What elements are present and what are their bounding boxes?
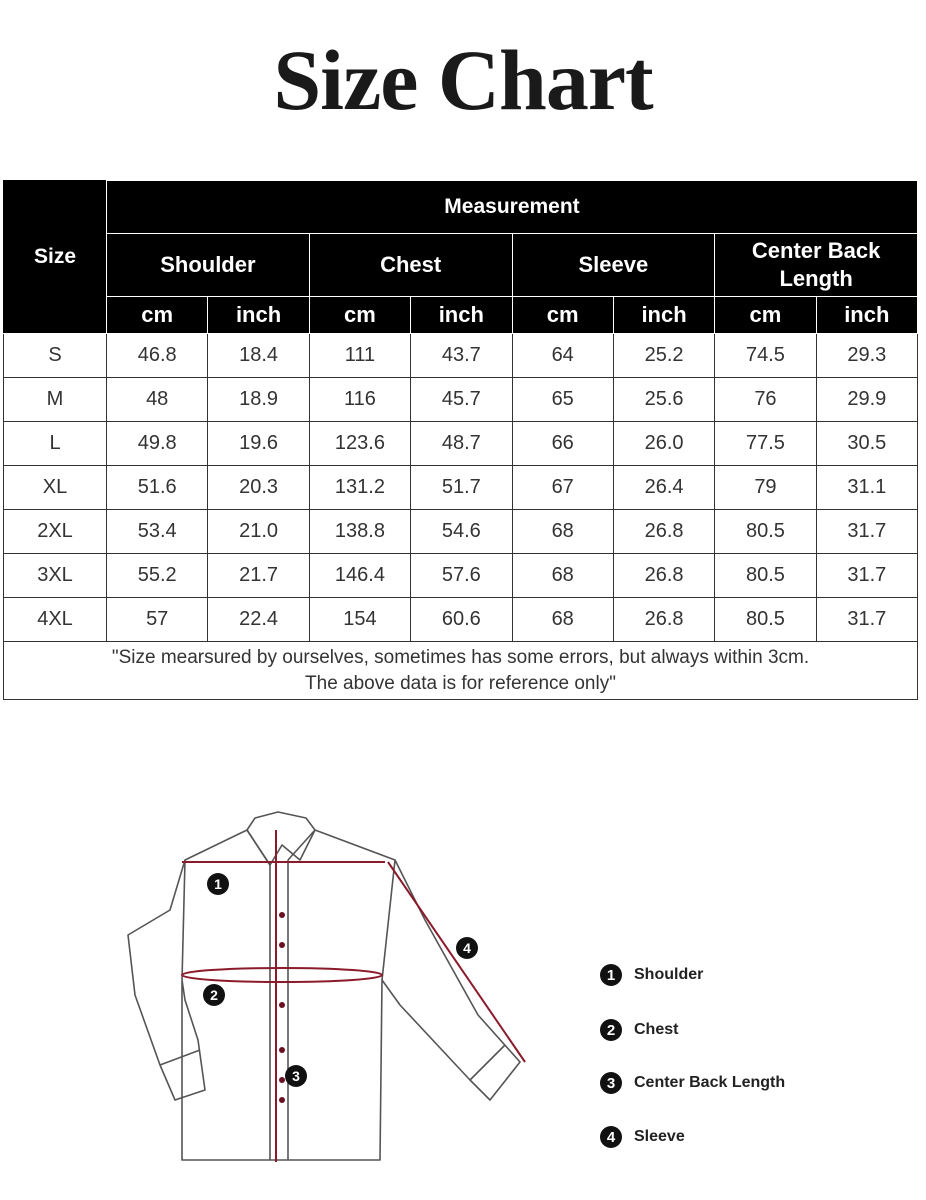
unit-header: cm (715, 297, 816, 334)
legend-label: Center Back Length (634, 1074, 786, 1091)
measurement-header: Measurement (107, 181, 918, 234)
value-cell: 30.5 (816, 422, 917, 466)
size-table (3, 180, 918, 700)
sleeve-measure-line (388, 862, 525, 1062)
value-cell: 68 (512, 598, 613, 642)
number-4-icon: 4 (600, 1126, 622, 1148)
value-cell: 51.7 (411, 466, 512, 510)
value-cell: 20.3 (208, 466, 309, 510)
value-cell: 25.6 (613, 378, 714, 422)
table-row (4, 334, 918, 378)
value-cell: 31.7 (816, 510, 917, 554)
value-cell: 80.5 (715, 598, 816, 642)
legend-label: Chest (634, 1021, 679, 1038)
table-row (4, 510, 918, 554)
marker-label: 3 (292, 1068, 300, 1084)
size-header: Size (4, 181, 107, 334)
number-1-icon: 1 (600, 964, 622, 986)
table-row (4, 466, 918, 510)
size-cell: 2XL (4, 510, 107, 554)
value-cell: 29.3 (816, 334, 917, 378)
shirt-diagram (110, 800, 550, 1180)
chest-measure-line (182, 968, 382, 982)
shirt-outline (128, 812, 520, 1160)
size-cell: XL (4, 466, 107, 510)
value-cell: 51.6 (107, 466, 208, 510)
page-title: Size Chart (273, 32, 653, 128)
value-cell: 65 (512, 378, 613, 422)
value-cell: 26.4 (613, 466, 714, 510)
value-cell: 76 (715, 378, 816, 422)
group-header-center-back-length (715, 234, 918, 297)
value-cell: 26.0 (613, 422, 714, 466)
number-3-icon: 3 (600, 1072, 622, 1094)
value-cell: 54.6 (411, 510, 512, 554)
table-row (4, 554, 918, 598)
size-cell: 4XL (4, 598, 107, 642)
value-cell: 43.7 (411, 334, 512, 378)
size-cell: L (4, 422, 107, 466)
size-cell: 3XL (4, 554, 107, 598)
marker-label: 2 (210, 987, 218, 1003)
number-2-icon: 2 (600, 1019, 622, 1041)
value-cell: 138.8 (309, 510, 410, 554)
value-cell: 57 (107, 598, 208, 642)
value-cell: 68 (512, 554, 613, 598)
unit-header: inch (208, 297, 309, 334)
legend-item-sleeve (600, 1126, 685, 1148)
marker-label: 1 (214, 876, 222, 892)
value-cell: 31.7 (816, 554, 917, 598)
table-body (4, 334, 918, 642)
value-cell: 131.2 (309, 466, 410, 510)
marker-label: 4 (463, 940, 471, 956)
table-note (4, 642, 918, 700)
note-line: The above data is for reference only" (305, 672, 616, 694)
value-cell: 22.4 (208, 598, 309, 642)
value-cell: 64 (512, 334, 613, 378)
value-cell: 53.4 (107, 510, 208, 554)
value-cell: 79 (715, 466, 816, 510)
group-header-chest: Chest (309, 234, 512, 297)
unit-header: cm (107, 297, 208, 334)
value-cell: 60.6 (411, 598, 512, 642)
value-cell: 48.7 (411, 422, 512, 466)
value-cell: 57.6 (411, 554, 512, 598)
value-cell: 18.9 (208, 378, 309, 422)
value-cell: 18.4 (208, 334, 309, 378)
value-cell: 48 (107, 378, 208, 422)
measure-lines (182, 830, 525, 1162)
value-cell: 80.5 (715, 554, 816, 598)
note-line: "Size mearsured by ourselves, sometimes has some errors, but always within 3cm. (111, 646, 810, 668)
unit-header: inch (816, 297, 917, 334)
value-cell: 116 (309, 378, 410, 422)
value-cell: 123.6 (309, 422, 410, 466)
value-cell: 26.8 (613, 598, 714, 642)
size-cell: S (4, 334, 107, 378)
legend-item-chest (600, 1019, 678, 1041)
size-cell: M (4, 378, 107, 422)
legend-label: Shoulder (634, 966, 704, 983)
value-cell: 55.2 (107, 554, 208, 598)
value-cell: 146.4 (309, 554, 410, 598)
value-cell: 154 (309, 598, 410, 642)
value-cell: 21.0 (208, 510, 309, 554)
table-row (4, 378, 918, 422)
unit-header: cm (309, 297, 410, 334)
legend-item-center-back-length (600, 1072, 785, 1094)
value-cell: 29.9 (816, 378, 917, 422)
value-cell: 66 (512, 422, 613, 466)
legend-label: Sleeve (634, 1128, 685, 1145)
value-cell: 31.1 (816, 466, 917, 510)
value-cell: 111 (309, 334, 410, 378)
value-cell: 80.5 (715, 510, 816, 554)
table-row (4, 598, 918, 642)
group-header-label: Center Back Length (751, 238, 881, 291)
value-cell: 26.8 (613, 510, 714, 554)
value-cell: 25.2 (613, 334, 714, 378)
value-cell: 26.8 (613, 554, 714, 598)
value-cell: 49.8 (107, 422, 208, 466)
table-row (4, 422, 918, 466)
button-row (279, 912, 285, 1103)
value-cell: 31.7 (816, 598, 917, 642)
unit-header: cm (512, 297, 613, 334)
legend-item-shoulder (600, 964, 703, 986)
value-cell: 45.7 (411, 378, 512, 422)
value-cell: 74.5 (715, 334, 816, 378)
unit-header: inch (411, 297, 512, 334)
value-cell: 67 (512, 466, 613, 510)
value-cell: 46.8 (107, 334, 208, 378)
unit-header: inch (613, 297, 714, 334)
value-cell: 21.7 (208, 554, 309, 598)
group-header-shoulder: Shoulder (107, 234, 310, 297)
value-cell: 68 (512, 510, 613, 554)
value-cell: 77.5 (715, 422, 816, 466)
group-header-sleeve: Sleeve (512, 234, 715, 297)
value-cell: 19.6 (208, 422, 309, 466)
